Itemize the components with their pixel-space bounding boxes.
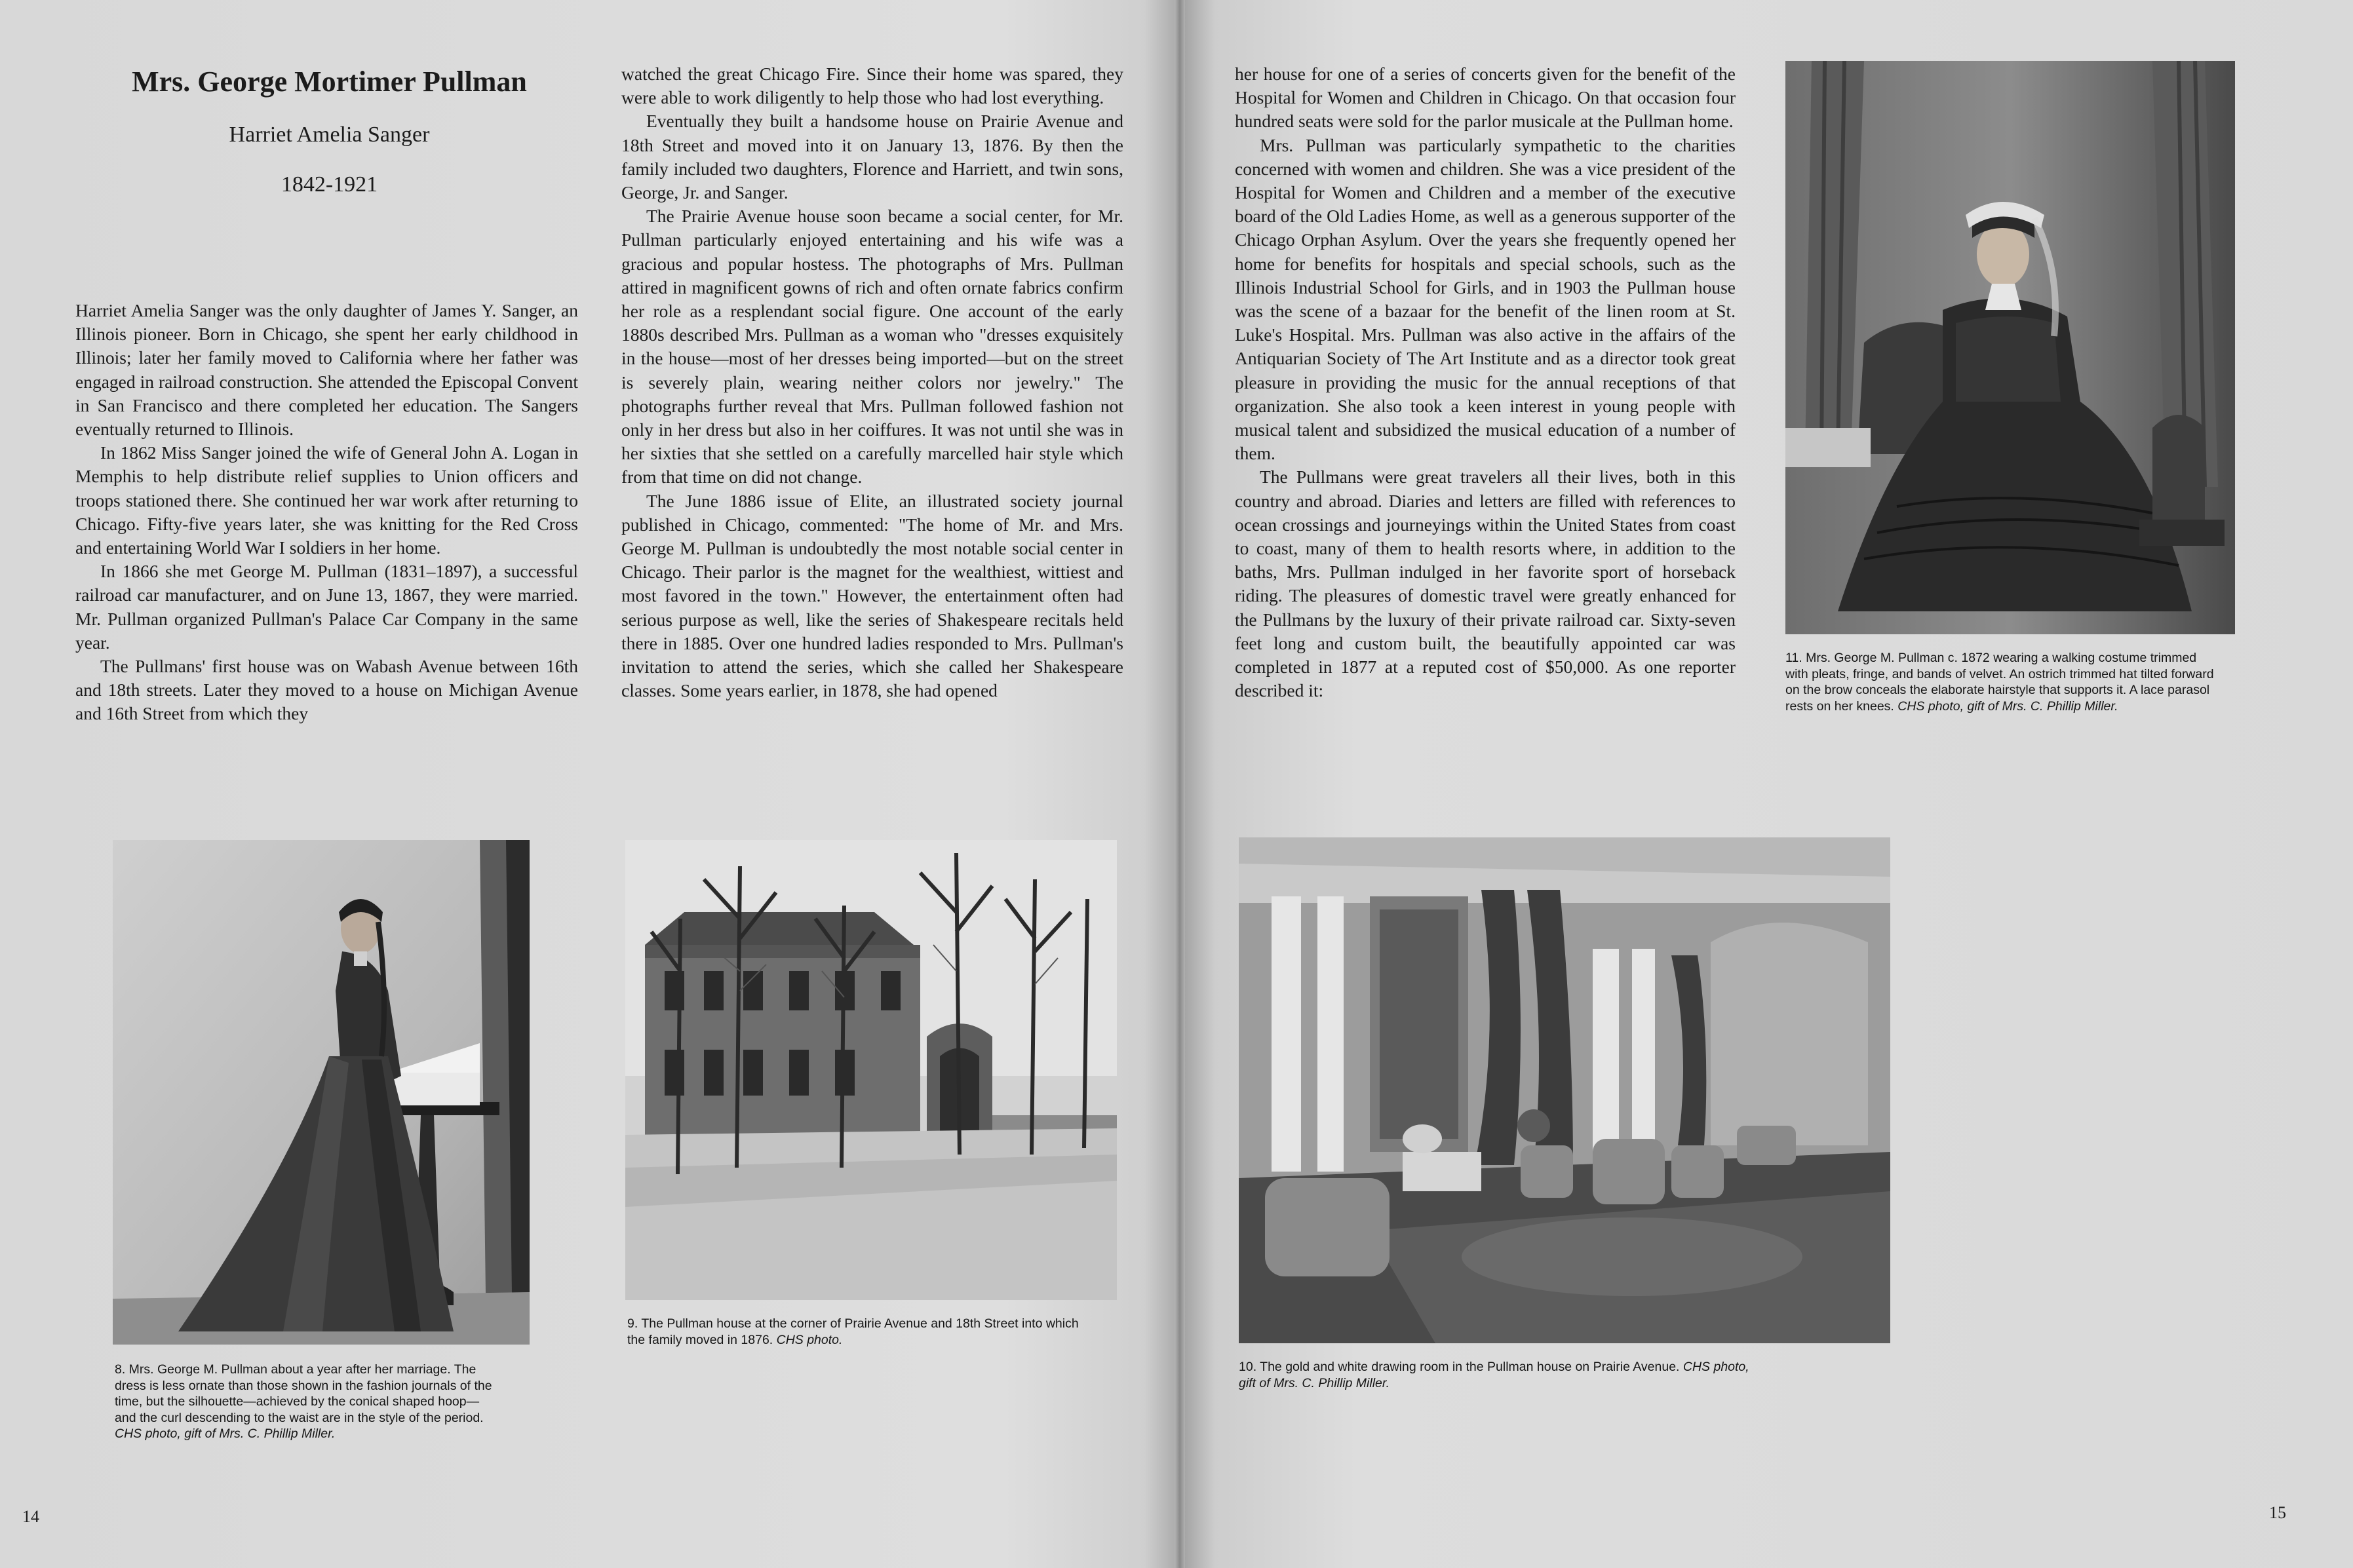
caption-figure-11 — [1785, 650, 2222, 714]
text-column-1 — [75, 299, 578, 726]
article-heading — [75, 62, 583, 200]
paragraph: The Pullmans were great travelers all their lives, both in this country and abroad. Diaries and letters are filled with references to ocean crossings and journeyings within the United States from coast to coast, many of them to health resorts where, in addition to the baths, Mrs. Pullman indulged in her favorite sport of horseback riding. The pleasures of domestic travel were greatly enhanced for the Pullmans by the luxury of their private railroad car. Sixty-seven feet long and custom built, the beautifully appointed car was completed in 1877 at a reputed cost of $50,000. As one reporter described it: — [1235, 467, 1736, 701]
page-gutter — [1175, 0, 1185, 1568]
article-title: Mrs. George Mortimer Pullman — [132, 66, 527, 98]
paragraph: her house for one of a series of concerts given for the benefit of the Hospital for Women and Children in Chicago. On that occasion four hundred seats were sold for the parlor musicale at the Pullman home. — [1235, 64, 1736, 132]
caption-credit: CHS photo, gift of Mrs. C. Phillip Miller. — [115, 1426, 336, 1441]
caption-figure-9 — [627, 1316, 1099, 1348]
caption-figure-10 — [1239, 1359, 1750, 1391]
text-column-3 — [1235, 62, 1736, 702]
caption-credit: CHS photo. — [776, 1332, 843, 1347]
paragraph: In 1866 she met George M. Pullman (1831–1897), a successful railroad car manufacturer, and on June 13, 1867, they were married. Mr. Pullman organized Pullman's Palace Car Company in the same year. — [75, 561, 578, 653]
photo-pullman-house-exterior — [625, 840, 1117, 1300]
photo-drawing-room — [1239, 837, 1890, 1343]
page-number-right: 15 — [2269, 1503, 2286, 1522]
article-subtitle: Harriet Amelia Sanger — [229, 123, 430, 147]
caption-credit: CHS photo, gift of Mrs. C. Phillip Miller. — [1897, 698, 2118, 714]
caption-text: 10. The gold and white drawing room in the Pullman house on Prairie Avenue. — [1239, 1360, 1680, 1374]
paragraph: Mrs. Pullman was particularly sympathetic to the charities concerned with women and children. She was a vice president of the Hospital for Women and Children and a member of the executive board of the Old Ladies Home, as well as a generous supporter of the Chicago Orphan Asylum. Over the years she frequently opened her home for benefits for hospitals and special schools, such as the Illinois Industrial School for Girls, and in 1903 the Pullman house was the scene of a bazaar for the benefit of the linen room at St. Luke's Hospital. Mrs. Pullman was also active in the affairs of the Antiquarian Society of The Art Institute and as a director took great pleasure in providing the music for the annual receptions of that organization. She also took a keen interest in young people with musical talent and subsidized the musical education of a number of them. — [1235, 134, 1736, 464]
caption-text: 11. Mrs. George M. Pullman c. 1872 wearing a walking costume trimmed with pleats, fringe, and bands of velvet. An ostrich trimmed hat tilted forward on the brow conceals the elaborate hairstyle that supports it. A lace parasol rests on her knees. — [1785, 651, 2214, 714]
caption-figure-8 — [115, 1362, 495, 1442]
paragraph: watched the great Chicago Fire. Since their home was spared, they were able to work diligently to help those who had lost everything. — [621, 64, 1123, 108]
photo-mrs-pullman-seated — [1785, 61, 2235, 634]
paragraph: The Prairie Avenue house soon became a social center, for Mr. Pullman particularly enjoyed entertaining and his wife was a gracious and popular hostess. The photographs of Mrs. Pullman attired in magnificent gowns of rich and often ornate fabrics confirm her role as a resplendant social figure. One account of the early 1880s described Mrs. Pullman as a woman who "dresses exquisitely in the house—most of her dresses being imported—but on the street is severely plain, wearing neither colors nor jewelry." The photographs further reveal that Mrs. Pullman followed fashion not only in her dress but also in her coiffures. It was not until she was in her sixties that she settled on a carefully marcelled hair style which from that time on did not change. — [621, 206, 1123, 488]
article-dates: 1842-1921 — [281, 172, 378, 197]
text-column-2 — [621, 62, 1123, 702]
paragraph: In 1862 Miss Sanger joined the wife of General John A. Logan in Memphis to help distribute relief supplies to Union officers and troops stationed there. She continued her war work after returning to Chicago. Fifty-five years later, she was knitting for the Red Cross and entertaining World War I soldiers in her home. — [75, 442, 578, 558]
caption-text: 8. Mrs. George M. Pullman about a year after her marriage. The dress is less ornate than those shown in the fashion journals of the time, but the silhouette—achieved by the conical shaped hoop—and the curl descending to the waist are in the style of the period. — [115, 1362, 492, 1425]
page-number-left: 14 — [22, 1507, 39, 1526]
caption-text: 9. The Pullman house at the corner of Prairie Avenue and 18th Street into which the family moved in 1876. — [627, 1316, 1079, 1347]
paragraph: Harriet Amelia Sanger was the only daughter of James Y. Sanger, an Illinois pioneer. Born in Chicago, she spent her early childhood in Illinois; later her family moved to California where her father was engaged in railroad construction. She attended the Episcopal Convent in San Francisco and there completed her education. The Sangers eventually returned to Illinois. — [75, 300, 578, 440]
paragraph: The Pullmans' first house was on Wabash Avenue between 16th and 18th streets. Later they moved to a house on Michigan Avenue and 16th Street from which they — [75, 656, 578, 724]
photo-mrs-pullman-standing — [113, 840, 530, 1345]
paragraph: The June 1886 issue of Elite, an illustrated society journal published in Chicago, commented: "The home of Mr. and Mrs. George M. Pullman is undoubtedly the most notable social center in Chicago. Their parlor is the magnet for the wealthiest, wittiest and most favored in the town." However, the entertainment often had serious purpose as well, like the series of Shakespeare recitals held there in 1885. Over one hundred ladies responded to Mrs. Pullman's invitation to attend the series, which she called her Shakespeare classes. Some years earlier, in 1878, she had opened — [621, 490, 1123, 701]
caption-credit: CHS photo, gift of Mrs. C. Phillip Miller. — [1239, 1360, 1749, 1390]
paragraph: Eventually they built a handsome house on Prairie Avenue and 18th Street and moved into it on January 13, 1876. By then the family included two daughters, Florence and Harriett, and twin sons, George, Jr. and Sanger. — [621, 111, 1123, 203]
